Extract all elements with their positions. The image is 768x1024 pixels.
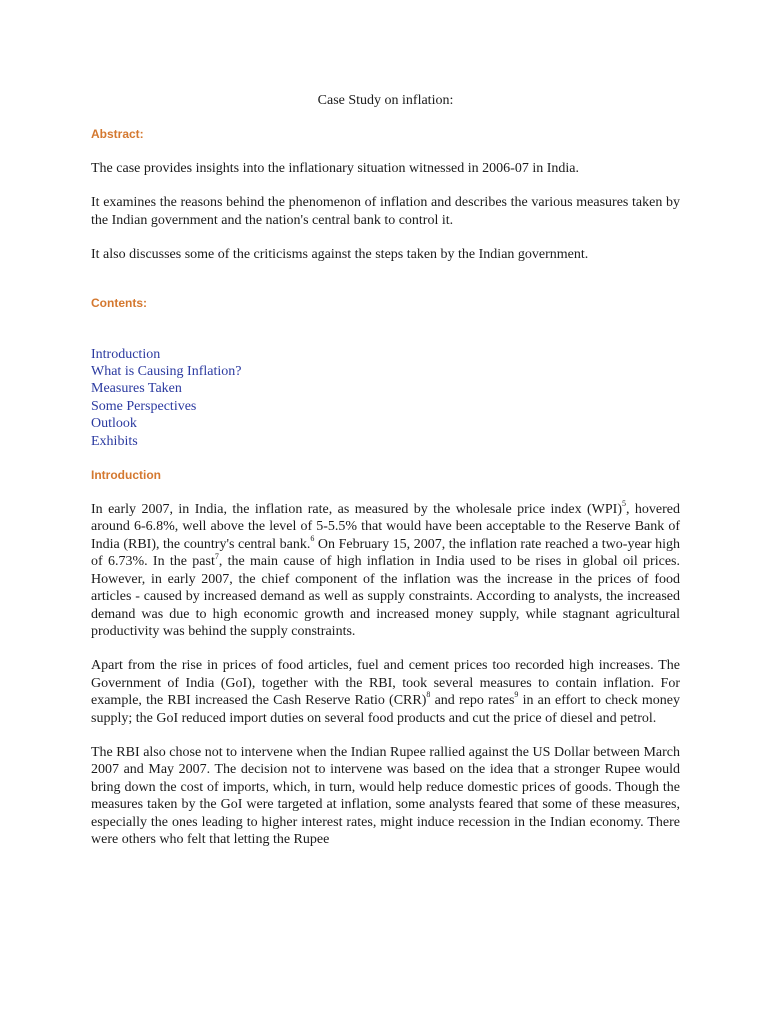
toc-item-measures-taken[interactable] (91, 380, 680, 397)
text-run: In early 2007, in India, the inflation rate, as measured by the wholesale price index (WPI) (91, 502, 622, 518)
toc-link[interactable]: Some Perspectives (91, 398, 197, 414)
toc-link[interactable]: Measures Taken (91, 381, 182, 397)
footnote-ref-5[interactable]: 5 (621, 499, 626, 509)
abstract-paragraph-2: It examines the reasons behind the phenomenon of inflation and describes the various measures taken by the Indian government and the nation's central bank to control it. (91, 195, 680, 228)
footnote-ref-8[interactable]: 8 (426, 690, 431, 700)
text-run: , the main cause of high inflation in India used to be rises in global oil prices. However, in early 2007, the chief component of the inflation was the increase in the prices of food articles - caused by increased demand as well as supply constraints. According to analysts, the increased demand was due to high economic growth and increased money supply, while stagnant agricultural productivity was behind the supply constraints. (91, 554, 680, 639)
toc-link[interactable]: Outlook (91, 416, 137, 432)
footnote-ref-7[interactable]: 7 (214, 551, 219, 561)
document-title: Case Study on inflation: (317, 93, 454, 108)
toc-link[interactable]: What is Causing Inflation? (91, 364, 242, 380)
toc-item-introduction[interactable] (91, 346, 680, 363)
toc-link[interactable]: Exhibits (91, 433, 138, 449)
introduction-paragraph-3: The RBI also chose not to intervene when the Indian Rupee rallied against the US Dollar between March 2007 and May 2007. The decision not to intervene was based on the idea that a stronger Rupee would bring down the cost of imports, which, in turn, would help reduce domestic prices of goods. Though the measures taken by the GoI were targeted at inflation, some analysts feared that some of these measures, especially the ones leading to higher interest rates, might induce recession in the Indian economy. There were others who felt that letting the Rupee (91, 744, 680, 847)
introduction-heading: Introduction (91, 468, 161, 483)
abstract-paragraph-3: It also discusses some of the criticisms against the steps taken by the Indian government. (91, 247, 589, 263)
introduction-paragraph-1 (91, 501, 680, 640)
toc-item-exhibits[interactable] (91, 433, 680, 450)
abstract-paragraph-1: The case provides insights into the inflationary situation witnessed in 2006-07 in India. (91, 161, 579, 176)
text-run: On February 15, 2007, the inflation rate reached a two-year high of 6.73%. In the past (91, 536, 680, 570)
contents-heading: Contents: (91, 295, 147, 310)
table-of-contents (91, 346, 680, 450)
toc-link[interactable]: Introduction (91, 346, 161, 362)
introduction-paragraph-2 (91, 657, 680, 727)
footnote-ref-9[interactable]: 9 (514, 690, 519, 700)
toc-item-some-perspectives[interactable] (91, 398, 680, 415)
text-run: in an effort to check money supply; the GoI reduced import duties on several food products and cut the price of diesel and petrol. (91, 693, 680, 726)
text-run: Apart from the rise in prices of food articles, fuel and cement prices too recorded high increases. The Government of India (GoI), together with the RBI, took several measures to contain inflation. For example, the RBI increased the Cash Reserve Ratio (CRR) (91, 658, 680, 709)
footnote-ref-6[interactable]: 6 (310, 534, 315, 544)
text-run: and repo rates (430, 693, 515, 709)
text-run: , hovered around 6-6.8%, well above the level of 5-5.5% that would have been acceptable to the Reserve Bank of India (RBI), the country's central bank. (91, 502, 680, 552)
abstract-heading: Abstract: (91, 127, 144, 141)
toc-item-outlook[interactable] (91, 415, 680, 432)
toc-item-causing-inflation[interactable] (91, 363, 680, 380)
